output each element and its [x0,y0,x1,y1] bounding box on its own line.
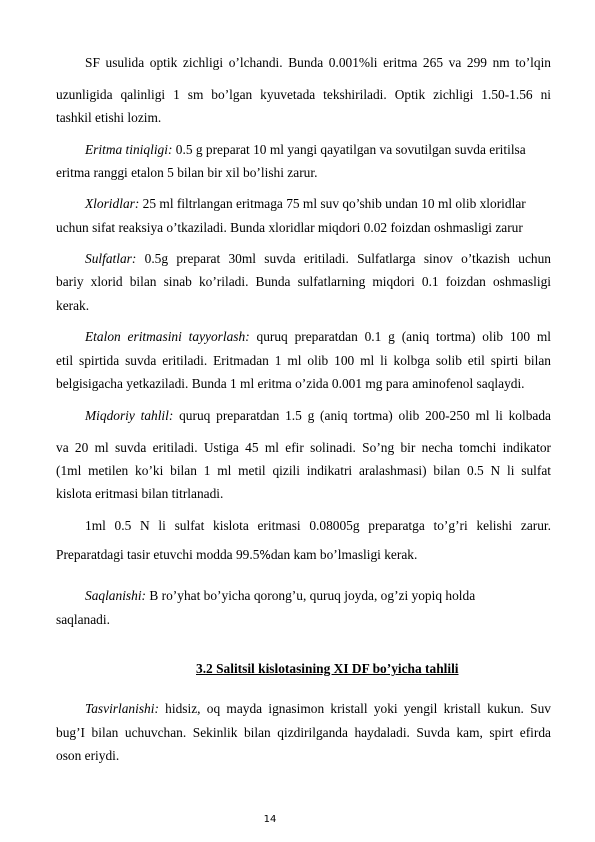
section-heading: 3.2 Salitsil kislotasining XI DF bo’yicha tahlili [196,661,459,676]
paragraph-line: Preparatdagi tasir etuvchi modda 99.5%dan kam bo’lmasligi kerak. [56,547,418,562]
paragraph-line: Xloridlar: 25 ml filtrlangan eritmaga 75 ml suv qo’shib undan 10 ml olib xloridlar [85,196,526,211]
paragraph-label: Etalon eritmasini tayyorlash: [85,329,250,344]
paragraph-label: Miqdoriy tahlil: [85,408,174,423]
paragraph-label: Tasvirlanishi: [85,701,159,716]
paragraph-label: Saqlanishi: [85,588,147,603]
paragraph-label: Eritma tiniqligi: [85,142,173,157]
paragraph-line: saqlanadi. [56,612,110,627]
paragraph-line: Tasvirlanishi: hidsiz, oq mayda ignasimon kristall yoki yengil kristall kukun. Suv [85,701,551,716]
paragraph-line: Sulfatlar: 0.5g preparat 30ml suvda eritiladi. Sulfatlarga sinov o’tkazish uchun [85,251,551,266]
paragraph-line: SF usulida optik zichligi o’lchandi. Bunda 0.001%li eritma 265 va 299 nm to’lqin [85,55,551,70]
paragraph-label: Sulfatlar: [85,251,137,266]
paragraph-line: uchun sifat reaksiya o’tkaziladi. Bunda xloridlar miqdori 0.02 foizdan oshmasligi zarur [56,220,523,235]
paragraph-line: uzunligida qalinligi 1 sm bo’lgan kyuvetada tekshiriladi. Optik zichligi 1.50-1.56 ni [56,87,551,102]
paragraph-line: Miqdoriy tahlil: quruq preparatdan 1.5 g (aniq tortma) olib 200-250 ml li kolbada [85,408,552,423]
paragraph-line: bariy xlorid bilan sinab ko’riladi. Bunda sulfatlarning miqdori 0.1 foizdan oshmasligi [56,274,551,289]
paragraph-line: va 20 ml suvda eritiladi. Ustiga 45 ml efir solinadi. So’ng bir necha tomchi indikator [56,440,551,455]
paragraph-line: oson eriydi. [56,748,120,763]
paragraph-line: 1ml 0.5 N li sulfat kislota eritmasi 0.08005g preparatga to’g’ri kelishi zarur. [85,518,551,533]
paragraph-line: kislota eritmasi bilan titrlanadi. [56,486,224,501]
paragraph-line: (1ml metilen ko’ki bilan 1 ml metil qizili indikatri aralashmasi) bilan 0.5 N li sulfat [56,463,551,478]
paragraph-line: tashkil etishi lozim. [56,110,162,125]
paragraph-line: Saqlanishi: B ro’yhat bo’yicha qorong’u, quruq joyda, og’zi yopiq holda [85,588,476,603]
paragraph-line: etil spirtida suvda eritiladi. Eritmadan 1 ml olib 100 ml li kolbga solib etil spirti bilan [56,353,551,368]
paragraph-line: kerak. [56,298,90,313]
paragraph-line: eritma ranggi etalon 5 bilan bir xil bo’lishi zarur. [56,165,318,180]
paragraph-line: Etalon eritmasini tayyorlash: quruq preparatdan 0.1 g (aniq tortma) olib 100 ml [85,329,551,344]
paragraph-line: belgisigacha yetkaziladi. Bunda 1 ml eritma o’zida 0.001 mg para aminofenol saqlaydi. [56,376,525,391]
paragraph-line: Eritma tiniqligi: 0.5 g preparat 10 ml yangi qayatilgan va sovutilgan suvda eritilsa [85,142,526,157]
page-number: 14 [263,814,277,825]
paragraph-line: bug’I bilan uchuvchan. Sekinlik bilan qizdirilganda haydaladi. Suvda kam, spirt efirda [56,725,551,740]
paragraph-label: Xloridlar: [85,196,140,211]
